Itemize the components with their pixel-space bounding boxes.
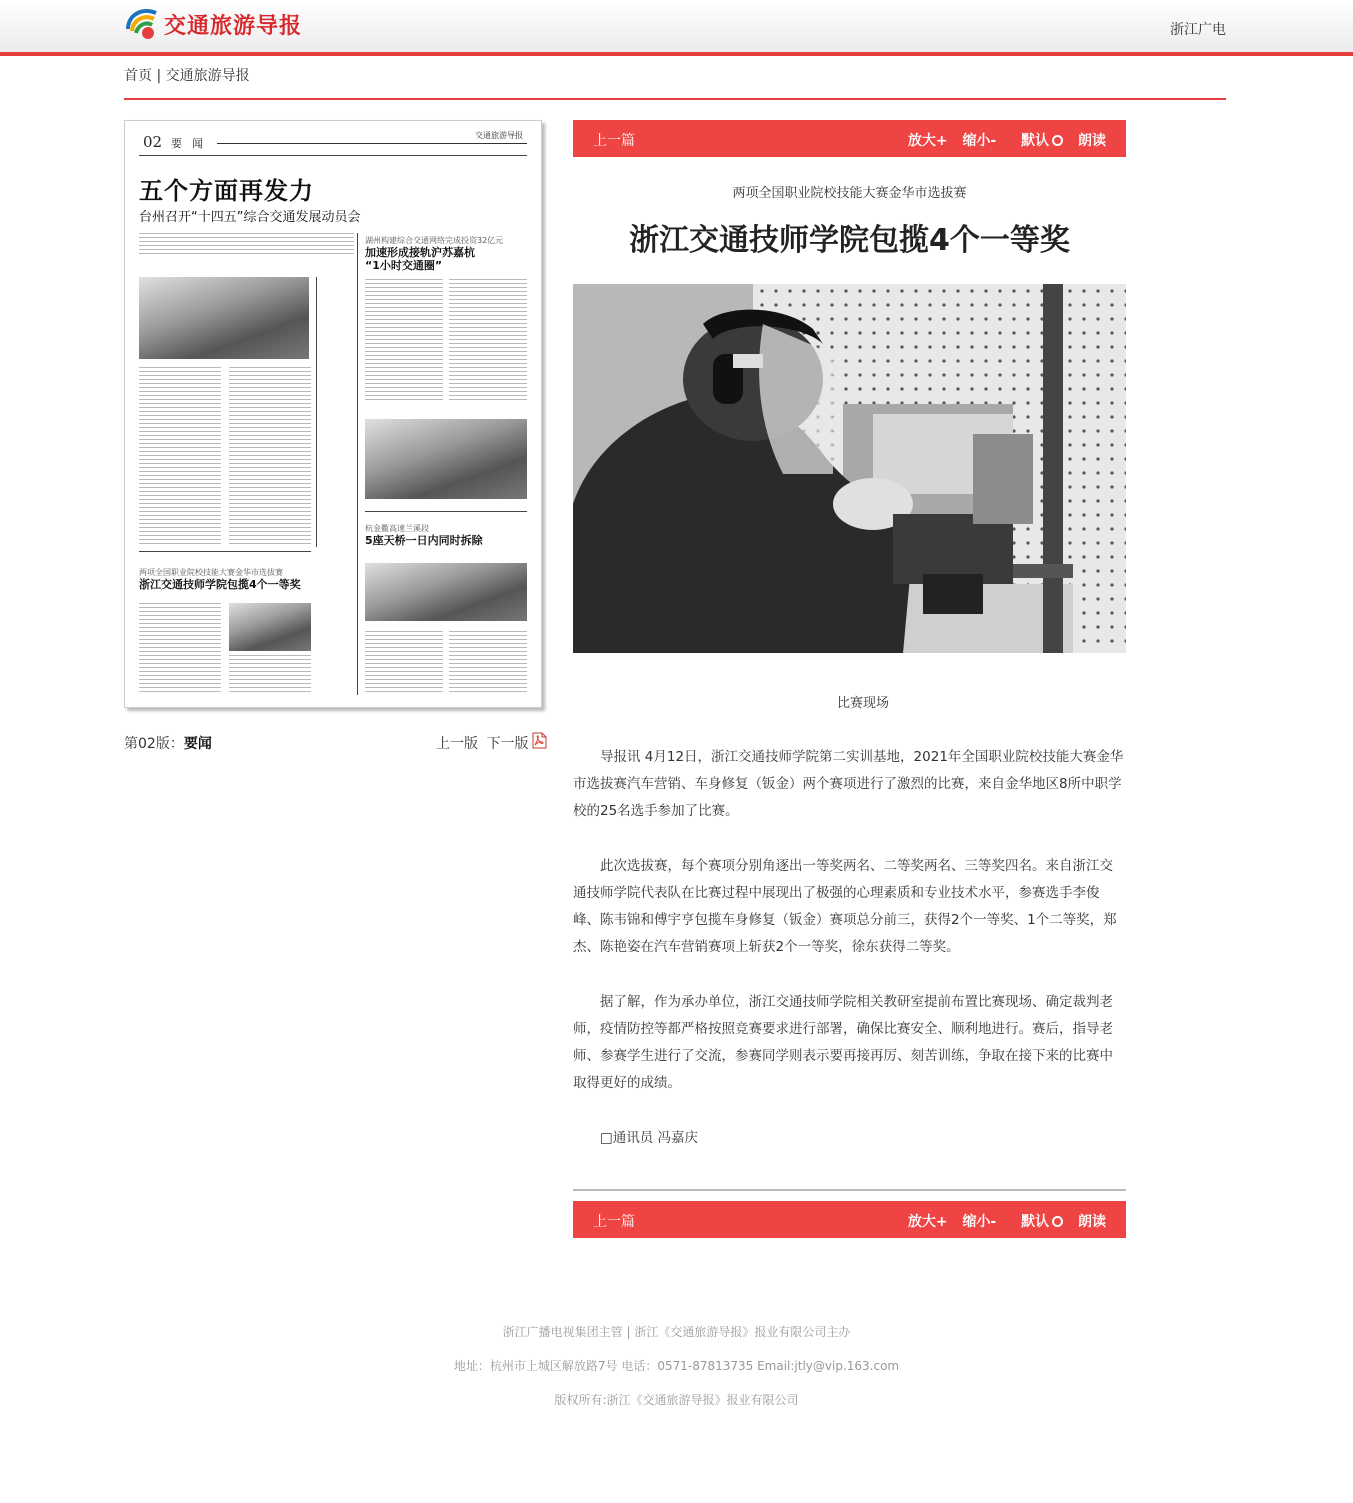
article-author: □通讯员 冯嘉庆	[600, 1130, 699, 1146]
article-paragraph: 导报讯 4月12日，浙江交通技师学院第二实训基地，2021年全国职业院校技能大赛金华市选拔赛汽车营销、车身修复（钣金）两个赛项进行了激烈的比赛，来自金华地区8所中职学校的25名选手参加了比赛。	[573, 749, 1124, 819]
story4-kicker: 两项全国职业院校技能大赛金华市选拔赛	[139, 568, 283, 577]
story3-photo	[365, 563, 527, 621]
page-info-section: 要闻	[183, 736, 212, 752]
font-tools	[898, 1211, 1106, 1231]
article-body	[573, 744, 1126, 1180]
page-navigation	[436, 733, 532, 753]
prev-page-link[interactable]: 上一版	[436, 736, 478, 752]
article-toolbar-top	[573, 120, 1126, 157]
story3-title[interactable]: 5座天桥一日内同时拆除	[365, 534, 483, 547]
prev-article-link[interactable]: 上一篇	[593, 1214, 635, 1230]
story4-photo	[229, 603, 311, 651]
article-toolbar-bottom	[573, 1201, 1126, 1238]
default-size-label: 默认	[1021, 1214, 1050, 1230]
story4-text	[229, 655, 311, 693]
font-tools	[898, 130, 1106, 150]
story-divider	[365, 511, 527, 512]
lead-story-subtitle[interactable]: 台州召开“十四五”综合交通发展动员会	[139, 210, 361, 225]
default-size-label: 默认	[1021, 133, 1050, 149]
lead-column-text	[229, 367, 311, 547]
story4-text	[139, 603, 221, 693]
article-kicker: 两项全国职业院校技能大赛金华市选拔赛	[732, 186, 967, 201]
story4-title[interactable]: 浙江交通技师学院包揽4个一等奖	[139, 578, 301, 591]
radio-dot-icon	[1052, 1216, 1063, 1227]
page-header-bottom-rule	[139, 155, 527, 156]
page-brand: 交通旅游导报	[475, 131, 523, 140]
lead-intro-text	[139, 233, 354, 257]
story-divider	[139, 551, 311, 552]
page-info-label: 第02版：	[124, 736, 184, 752]
footer-sponsor: 浙江广播电视集团主管 | 浙江《交通旅游导报》报业有限公司主办	[502, 1325, 851, 1339]
lead-story-photo	[139, 277, 309, 359]
radio-dot-icon	[1052, 135, 1063, 146]
page-section: 要闻	[171, 137, 213, 150]
default-size-button[interactable]	[1011, 1214, 1063, 1230]
read-aloud-button[interactable]: 朗读	[1078, 133, 1106, 149]
footer-copyright: 版权所有:浙江《交通旅游导报》报业有限公司	[554, 1393, 799, 1407]
article-bottom-divider	[573, 1189, 1126, 1191]
article-paragraph: 据了解，作为承办单位，浙江交通技师学院相关教研室提前布置比赛现场、确定裁判老师，疫情防控等都严格按照竞赛要求进行部署，确保比赛安全、顺利地进行。赛后，指导老师、参赛学生进行了交流，参赛同学则表示要再接再厉、刻苦训练，争取在接下来的比赛中取得更好的成绩。	[573, 994, 1113, 1091]
article-paragraph: 此次选拔赛，每个赛项分别角逐出一等奖两名、二等奖两名、三等奖四名。来自浙江交通技师学院代表队在比赛过程中展现出了极强的心理素质和专业技术水平，参赛选手李俊峰、陈韦锦和傅宇亨包揽车身修复（钣金）赛项总分前三，获得2个一等奖、1个二等奖，郑杰、陈艳姿在汽车营销赛项上斩获2个一等奖，徐东获得二等奖。	[573, 858, 1117, 955]
article-title: 浙江交通技师学院包揽4个一等奖	[629, 223, 1070, 258]
zoom-out-button[interactable]: 缩小-	[962, 133, 997, 149]
next-page-link[interactable]: 下一版	[486, 736, 529, 752]
breadcrumb-current[interactable]: 交通旅游导报	[165, 68, 250, 84]
zoom-in-button[interactable]: 放大+	[907, 1214, 948, 1230]
story2-title-line1[interactable]: 加速形成接轨沪苏嘉杭	[365, 246, 475, 259]
page-info	[124, 733, 212, 753]
zoom-in-button[interactable]: 放大+	[907, 133, 948, 149]
footer-contact: 地址：杭州市上城区解放路7号 电话：0571-87813735 Email:jtly@vip.163.com	[453, 1359, 900, 1373]
column-rule	[357, 233, 358, 695]
lead-column-text	[139, 367, 221, 547]
logo-swirl-icon	[124, 3, 162, 45]
story2-kicker: 湖州构建综合交通网络完成投资32亿元	[365, 236, 504, 245]
lead-story-title[interactable]: 五个方面再发力	[139, 177, 314, 205]
zhejiang-broadcast-link[interactable]: 浙江广电	[1170, 22, 1226, 38]
story2-title-line2[interactable]: “1小时交通圈”	[365, 259, 443, 272]
pdf-icon[interactable]	[532, 732, 547, 749]
story2-text	[449, 279, 527, 403]
welding-scene-illustration	[573, 284, 1126, 653]
story3-text	[365, 631, 443, 695]
default-size-button[interactable]	[1011, 133, 1063, 149]
column-rule	[316, 277, 317, 547]
page-header-rule	[217, 143, 527, 144]
prev-article-link[interactable]: 上一篇	[593, 133, 635, 149]
story2-photo	[365, 419, 527, 499]
zoom-out-button[interactable]: 缩小-	[962, 1214, 997, 1230]
newspaper-page-thumbnail[interactable]	[124, 120, 542, 708]
story2-text	[365, 279, 443, 403]
top-bar	[0, 0, 1353, 56]
breadcrumb	[124, 65, 250, 85]
site-logo[interactable]	[124, 3, 316, 45]
story3-kicker: 杭金衢高速兰溪段	[365, 524, 429, 533]
logo-text: 交通旅游导报	[164, 14, 303, 39]
breadcrumb-home[interactable]: 首页	[124, 68, 152, 84]
page-number: 02	[143, 133, 163, 151]
story3-text	[449, 631, 527, 695]
photo-caption: 比赛现场	[836, 696, 889, 711]
breadcrumb-separator: |	[156, 68, 162, 84]
read-aloud-button[interactable]: 朗读	[1078, 1214, 1106, 1230]
breadcrumb-divider	[124, 98, 1226, 100]
article-photo[interactable]	[573, 284, 1126, 653]
